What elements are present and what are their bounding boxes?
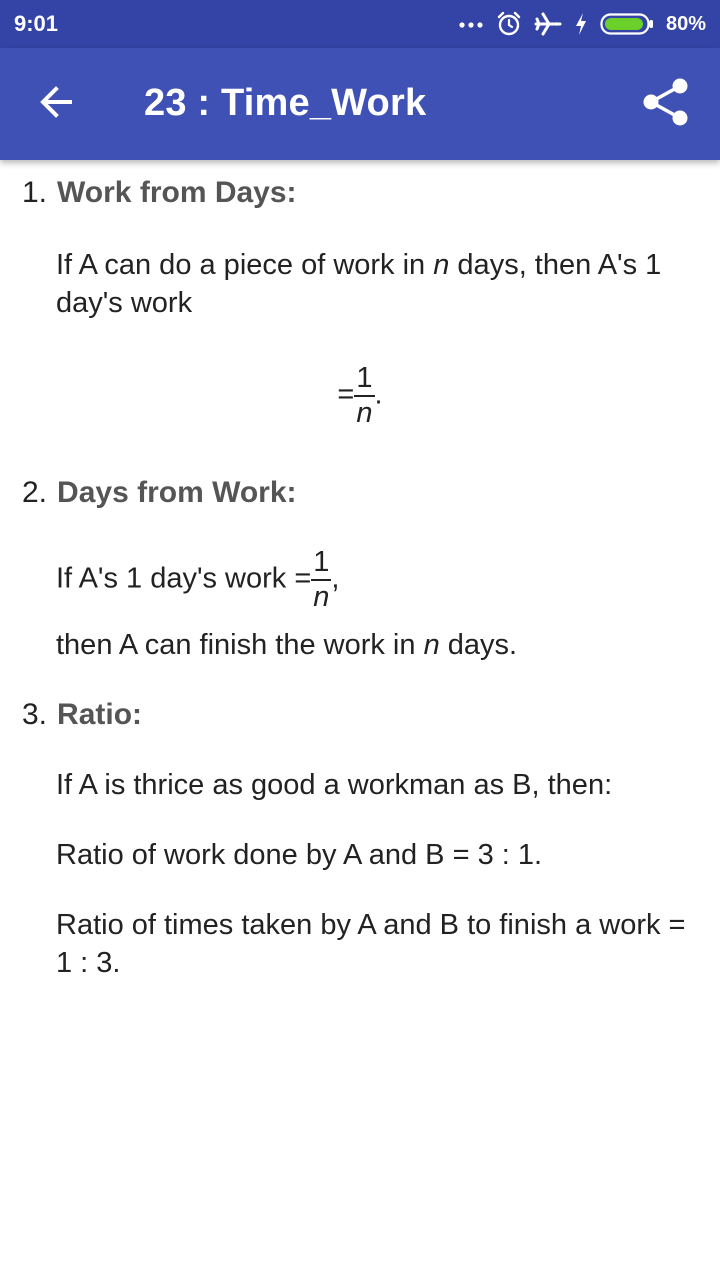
share-icon <box>642 77 690 132</box>
section-2-paragraph: If A's 1 day's work = $\frac{1}{n}$ , <box>56 546 340 613</box>
airplane-icon <box>534 11 562 37</box>
alarm-icon <box>496 11 522 37</box>
arrow-left-icon <box>36 82 76 127</box>
section-title: Work from Days: <box>57 176 297 209</box>
section-title: Days from Work: <box>57 476 297 509</box>
section-title: Ratio: <box>57 698 143 731</box>
share-button[interactable] <box>636 74 696 134</box>
battery-percent: 80% <box>665 12 706 35</box>
charging-bolt-icon <box>574 12 588 36</box>
section-2-line2: then A can finish the work in n days. <box>56 629 518 661</box>
battery-icon <box>600 13 654 35</box>
app-bar <box>0 48 720 160</box>
fraction: $\frac{1}{n}$ <box>356 362 373 429</box>
section-3-paragraph-2: Ratio of work done by A and B = 3 : 1. <box>56 839 543 871</box>
fraction: $\frac{1}{n}$ <box>313 546 330 613</box>
section-number: 3. <box>22 698 48 731</box>
section-3-paragraph-3: Ratio of times taken by A and B to finish a work = 1 : 3. <box>56 909 686 979</box>
status-bar <box>0 0 720 48</box>
section-number: 1. <box>22 176 48 209</box>
section-heading-3 <box>22 698 142 732</box>
section-heading-2 <box>22 476 297 510</box>
section-number: 2. <box>22 476 48 509</box>
status-icons <box>458 11 706 37</box>
page-title: 23 : Time_Work <box>144 82 427 124</box>
section-1-equation: = $\frac{1}{n}$ . <box>337 362 383 429</box>
more-dots-icon <box>458 19 484 29</box>
section-3-paragraph-1: If A is thrice as good a workman as B, then: <box>56 769 613 801</box>
section-heading-1 <box>22 176 297 210</box>
status-time: 9:01 <box>14 11 59 36</box>
back-button[interactable] <box>28 76 84 132</box>
section-1-paragraph: If A can do a piece of work in n days, then A's 1 day's work <box>56 249 662 319</box>
